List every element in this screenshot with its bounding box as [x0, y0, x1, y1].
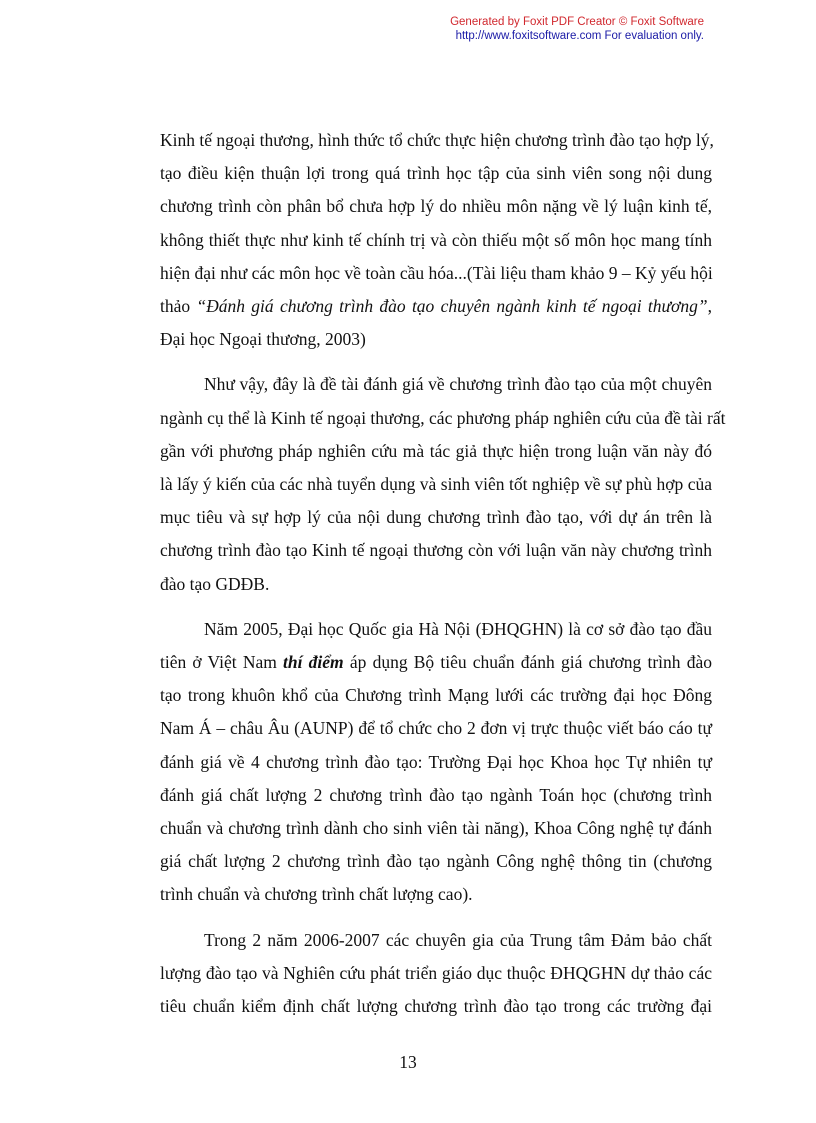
text-line: lượng đào tạo và Nghiên cứu phát triển giáo dục thuộc ĐHQGHN dự thảo các	[160, 962, 712, 983]
text-fragment: ,	[707, 296, 712, 317]
text-line: tiêu chuẩn kiểm định chất lượng chương trình đào tạo trong các trường đại	[160, 996, 712, 1017]
italic-title: “Đánh giá chương trình đào tạo chuyên ngành kinh tế ngoại thương”	[196, 296, 708, 317]
text-line: chương trình còn phân bổ chưa hợp lý do nhiều môn nặng về lý luận kinh tế,	[160, 196, 712, 217]
paragraph-4	[160, 924, 712, 1024]
text-line: Năm 2005, Đại học Quốc gia Hà Nội (ĐHQGHN) là cơ sở đào tạo đầu	[204, 618, 712, 639]
page-number: 13	[399, 1052, 417, 1072]
text-fragment: tiên ở Việt Nam	[160, 652, 284, 673]
text-line-with-italic-title	[160, 290, 712, 323]
text-line: đánh giá chất lượng 2 chương trình đào tạo ngành Toán học (chương trình	[160, 784, 712, 805]
text-line: tạo điều kiện thuận lợi trong quá trình học tập của sinh viên song nội dung	[160, 163, 712, 184]
text-line: gần với phương pháp nghiên cứu mà tác giả thực hiện trong luận văn này đó	[160, 440, 712, 461]
text-line: tạo trong khuôn khổ của Chương trình Mạng lưới các trường đại học Đông	[160, 685, 712, 706]
text-line: là lấy ý kiến của các nhà tuyển dụng và sinh viên tốt nghiệp về sự phù hợp của	[160, 474, 712, 495]
text-line: Kinh tế ngoại thương, hình thức tổ chức thực hiện chương trình đào tạo hợp lý,	[160, 130, 714, 150]
text-line: mục tiêu và sự hợp lý của nội dung chương trình đào tạo, với dự án trên là	[160, 507, 712, 528]
text-line: đào tạo GDĐB.	[160, 573, 270, 594]
text-line: Trong 2 năm 2006-2007 các chuyên gia của Trung tâm Đảm bảo chất	[204, 929, 712, 950]
text-line: Như vậy, đây là đề tài đánh giá về chương trình đào tạo của một chuyên	[204, 374, 712, 395]
paragraph-2	[160, 368, 726, 600]
bold-italic-emphasis: thí điểm	[283, 652, 344, 673]
text-line: ngành cụ thể là Kinh tế ngoại thương, các phương pháp nghiên cứu của đề tài rất	[160, 407, 726, 428]
foxit-watermark	[380, 15, 704, 43]
paragraph-1	[160, 124, 712, 356]
text-line: chương trình đào tạo Kinh tế ngoại thương còn với luận văn này chương trình	[160, 540, 712, 561]
text-line: Đại học Ngoại thương, 2003)	[160, 329, 366, 350]
text-line: trình chuẩn và chương trình chất lượng cao).	[160, 884, 473, 905]
text-line: giá chất lượng 2 chương trình đào tạo ngành Công nghệ thông tin (chương	[160, 851, 712, 872]
text-line: không thiết thực như kinh tế chính trị và còn thiếu một số môn học mang tính	[160, 229, 712, 250]
text-fragment: áp dụng Bộ tiêu chuẩn đánh giá chương trình đào	[343, 652, 712, 673]
text-line: đánh giá về 4 chương trình đào tạo: Trường Đại học Khoa học Tự nhiên tự	[160, 751, 712, 772]
text-line: chuẩn và chương trình dành cho sinh viên tài năng), Khoa Công nghệ tự đánh	[160, 818, 712, 839]
watermark-line-2: http://www.foxitsoftware.com For evaluation only.	[455, 30, 704, 42]
text-fragment: thảo	[160, 296, 197, 317]
text-line-with-emphasis	[160, 646, 712, 679]
document-body	[160, 124, 726, 1035]
text-line: Nam Á – châu Âu (AUNP) để tổ chức cho 2 đơn vị trực thuộc viết báo cáo tự	[160, 718, 712, 739]
watermark-line-1: Generated by Foxit PDF Creator © Foxit Software	[450, 16, 704, 28]
text-line: hiện đại như các môn học về toàn cầu hóa...(Tài liệu tham khảo 9 – Kỷ yếu hội	[160, 262, 713, 283]
paragraph-3	[160, 613, 712, 912]
